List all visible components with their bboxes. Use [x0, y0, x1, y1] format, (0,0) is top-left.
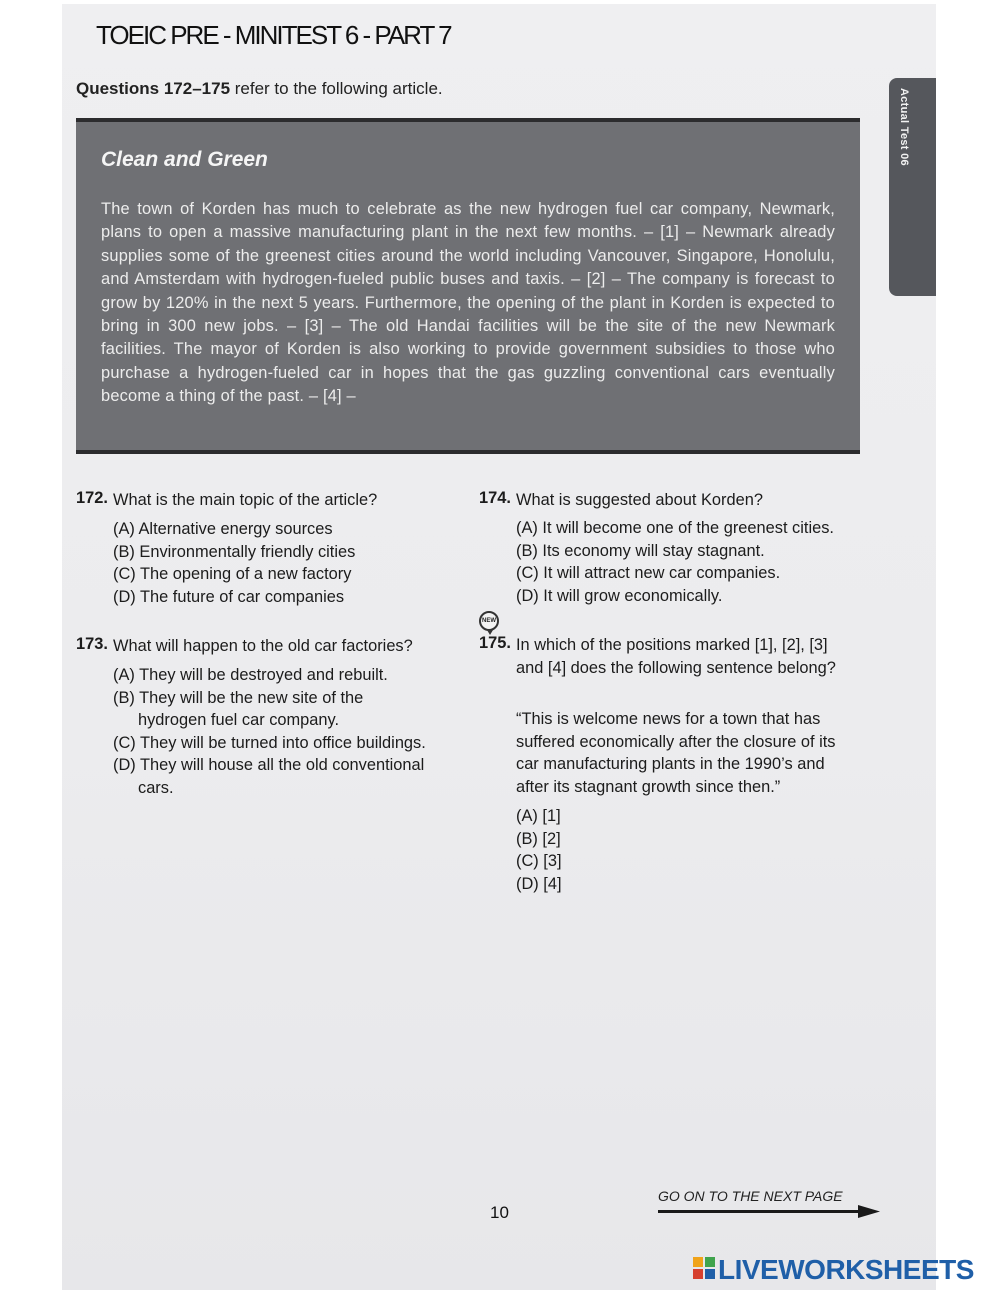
option-c[interactable]: (C) It will attract new car companies.	[516, 564, 781, 583]
option-list	[516, 805, 562, 895]
quoted-sentence: “This is welcome news for a town that has suffered economically after the closure of its car manufacturing plants in the 1990’s and after its stagnant growth since then.”	[516, 710, 836, 796]
option-list	[113, 518, 355, 608]
question-175	[479, 634, 874, 899]
option-c[interactable]: (C) They will be turned into office buildings.	[113, 733, 426, 752]
go-on-label: GO ON TO THE NEXT PAGE	[658, 1188, 843, 1204]
option-list	[516, 517, 876, 607]
option-d[interactable]: (D) It will grow economically.	[516, 586, 723, 605]
option-list	[113, 664, 463, 800]
article-body: The town of Korden has much to celebrate as the new hydrogen fuel car company, Newmark, plans to open a massive manufacturing plant in the next few months. – [1] – Newmark already supplies some of the greenest cities around the world including Vancouver, Singapore, Honolulu, and Amsterdam with hydrogen-fueled public buses and taxis. – [2] – The company is forecast to grow by 120% in the next 5 years. Furthermore, the opening of the plant in Korden is expected to bring in 300 new jobs. – [3] – The old Handai facilities will be the site of the new Newmark facilities. The mayor of Korden is also working to provide government subsidies to those who purchase a hydrogen-fueled car in hopes that the gas guzzling conventional cars eventually become a thing of the past. – [4] –	[101, 200, 835, 406]
option-a[interactable]: (A) They will be destroyed and rebuilt.	[113, 666, 388, 684]
question-173	[76, 635, 471, 805]
option-a[interactable]: (A) It will become one of the greenest cities.	[516, 519, 834, 537]
option-b[interactable]: (B) Environmentally friendly cities	[113, 542, 356, 561]
option-a[interactable]: (A) Alternative energy sources	[113, 520, 333, 538]
new-badge-icon: NEW	[479, 611, 499, 631]
option-b[interactable]: (B) [2]	[516, 829, 561, 848]
option-d[interactable]: (D) The future of car companies	[113, 587, 345, 606]
option-a[interactable]: (A) [1]	[516, 807, 561, 825]
option-b[interactable]: (B) Its economy will stay stagnant.	[516, 541, 765, 560]
questions-intro	[76, 79, 443, 99]
question-174	[479, 489, 874, 609]
document-title: TOEIC PRE - MINITEST 6 - PART 7	[96, 20, 451, 50]
page-number: 10	[490, 1203, 509, 1222]
question-text: What will happen to the old car factories?	[113, 637, 413, 655]
question-number: 174.	[479, 489, 511, 507]
question-172	[76, 489, 466, 609]
option-d[interactable]: (D) [4]	[516, 874, 562, 893]
right-arrow-icon	[658, 1204, 883, 1220]
option-d[interactable]: (D) They will house all the old conventional cars.	[113, 756, 425, 797]
question-text: In which of the positions marked [1], [2], [3] and [4] does the following sentence belong?	[516, 636, 836, 677]
option-c[interactable]: (C) [3]	[516, 852, 562, 871]
liveworksheets-logo-icon	[693, 1257, 715, 1279]
question-number: 172.	[76, 489, 108, 507]
section-side-tab	[889, 78, 936, 296]
article-title: Clean and Green	[101, 148, 268, 171]
question-text: What is the main topic of the article?	[113, 491, 378, 509]
option-b[interactable]: (B) They will be the new site of the hydrogen fuel car company.	[113, 688, 364, 730]
option-c[interactable]: (C) The opening of a new factory	[113, 565, 352, 584]
side-tab-label: Actual Test 06	[898, 88, 910, 166]
question-text: What is suggested about Korden?	[516, 491, 763, 509]
article-box	[76, 118, 860, 454]
question-number: 173.	[76, 635, 108, 653]
questions-range: Questions 172–175	[76, 79, 231, 98]
brand-name: LIVEWORKSHEETS	[718, 1254, 974, 1285]
question-number: 175.	[479, 634, 511, 652]
questions-intro-text: refer to the following article.	[230, 79, 443, 98]
